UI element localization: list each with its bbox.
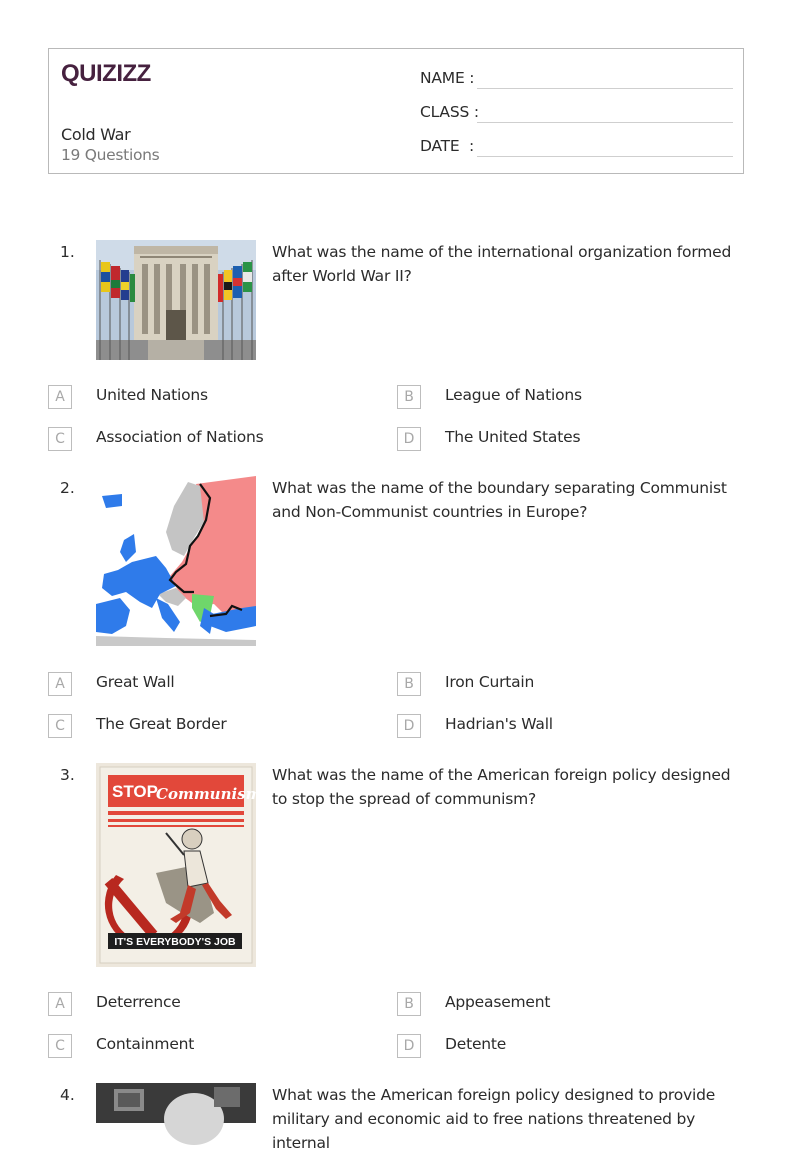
option-letter: B xyxy=(397,672,421,696)
option-letter: D xyxy=(397,714,421,738)
question-number: 4. xyxy=(60,1086,75,1104)
date-label: DATE : xyxy=(420,137,475,155)
poster-slogan: IT'S EVERYBODY'S JOB xyxy=(114,936,236,948)
poster-communism: Communism! xyxy=(156,785,269,803)
option-text: The United States xyxy=(445,428,581,446)
question-text: What was the name of the international organization formed after World War II? xyxy=(272,243,732,285)
option-letter: B xyxy=(397,992,421,1016)
option-letter: A xyxy=(48,385,72,409)
option-letter: C xyxy=(48,1034,72,1058)
quizizz-logo xyxy=(61,59,153,91)
question-4 xyxy=(0,1083,794,1152)
quiz-title: Cold War xyxy=(61,125,131,144)
name-label: NAME : xyxy=(420,69,475,87)
option-text: Hadrian's Wall xyxy=(445,715,553,733)
question-number: 3. xyxy=(60,766,75,784)
option-letter: C xyxy=(48,427,72,451)
option-text: League of Nations xyxy=(445,386,582,404)
date-line[interactable] xyxy=(477,156,733,157)
option-text: Detente xyxy=(445,1035,507,1053)
europe-map-image xyxy=(96,476,256,646)
svg-text:QUIZIZZ: QUIZIZZ xyxy=(61,60,151,87)
question-text: What was the name of the American foreign policy designed to stop the spread of communism? xyxy=(272,766,731,808)
question-text: What was the name of the boundary separating Communist and Non-Communist countries in Europe? xyxy=(272,479,727,521)
stop-communism-poster-image xyxy=(96,763,269,967)
option-letter: A xyxy=(48,992,72,1016)
option-text: Iron Curtain xyxy=(445,673,535,691)
option-letter: C xyxy=(48,714,72,738)
worksheet-header xyxy=(48,48,744,174)
option-text: Appeasement xyxy=(445,993,551,1011)
question-number: 2. xyxy=(60,479,75,497)
question-text: What was the American foreign policy designed to provide military and economic aid to free nations threatened by internal xyxy=(272,1086,716,1152)
option-letter: D xyxy=(397,427,421,451)
un-building-image xyxy=(96,240,256,360)
question-number: 1. xyxy=(60,243,75,261)
option-letter: B xyxy=(397,385,421,409)
class-line[interactable] xyxy=(477,122,733,123)
option-text: Containment xyxy=(96,1035,195,1053)
option-text: Great Wall xyxy=(96,673,175,691)
portrait-photo-image xyxy=(96,1083,256,1123)
option-text: Deterrence xyxy=(96,993,181,1011)
option-text: United Nations xyxy=(96,386,208,404)
question-count: 19 Questions xyxy=(61,146,160,164)
option-text: Association of Nations xyxy=(96,428,264,446)
name-line[interactable] xyxy=(477,88,733,89)
option-letter: D xyxy=(397,1034,421,1058)
poster-stop: STOP xyxy=(112,782,158,801)
option-text: The Great Border xyxy=(96,715,227,733)
option-letter: A xyxy=(48,672,72,696)
class-label: CLASS : xyxy=(420,103,479,121)
